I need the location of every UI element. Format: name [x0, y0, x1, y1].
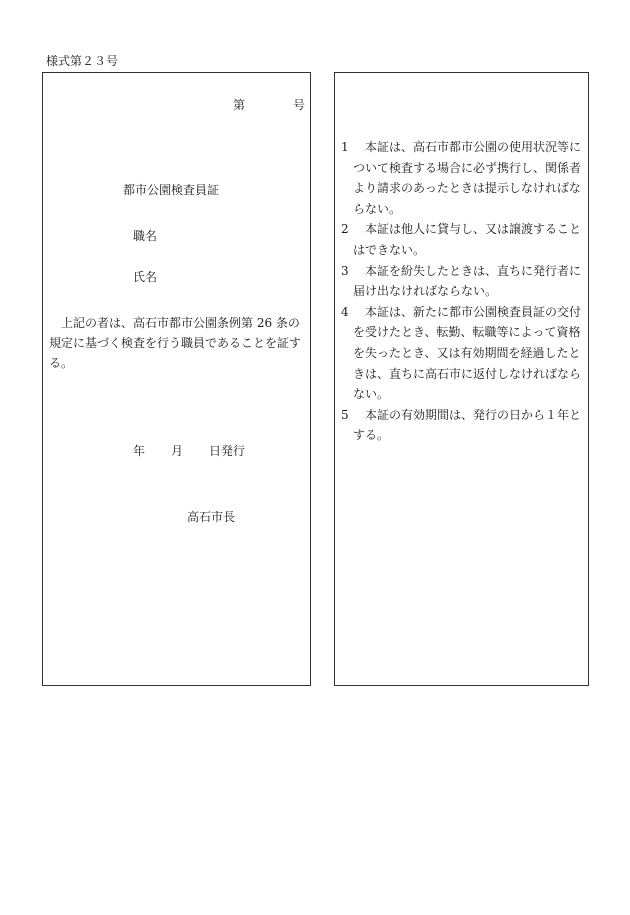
certification-text: 上記の者は、高石市都市公園条例第 26 条の規定に基づく検査を行う職員であることを証する。	[49, 316, 302, 370]
number-suffix: 号	[293, 98, 306, 112]
form-number: 様式第２３号	[46, 54, 119, 68]
rule-item	[341, 137, 589, 219]
issue-date-line	[133, 444, 245, 458]
rule-text: 本証の有効期間は、発行の日から１年とする。	[353, 407, 582, 443]
job-title-label: 職名	[133, 229, 158, 243]
number-prefix: 第	[233, 98, 246, 112]
rule-item	[341, 261, 589, 302]
card-front-panel	[42, 72, 311, 686]
rules-list	[341, 137, 589, 446]
card-title: 都市公園検査員証	[123, 183, 220, 197]
rule-item	[341, 405, 589, 446]
issue-day-label: 日発行	[209, 444, 246, 458]
name-label: 氏名	[133, 270, 158, 284]
rule-item	[341, 302, 589, 405]
rule-number: 3	[341, 263, 349, 278]
issuer-name: 高石市長	[187, 510, 236, 524]
card-back-panel	[334, 72, 589, 686]
rule-text: 本証は他人に貸与し、又は譲渡することはできない。	[353, 222, 582, 257]
rule-item	[341, 219, 589, 260]
issue-month-label: 月	[171, 444, 184, 458]
rule-text: 本証は、新たに都市公園検査員証の交付を受けたとき、転勤、転職等によって資格を失ったとき、又は有効期間を経過したときは、直ちに高石市に返付しなければならない。	[353, 304, 582, 402]
rule-text: 本証は、高石市都市公園の使用状況等について検査する場合に必ず携行し、関係者より請求のあったときは提示しなければならない。	[353, 140, 582, 216]
issue-year-label: 年	[133, 444, 146, 458]
rule-number: 2	[341, 222, 349, 237]
rule-number: 4	[341, 304, 349, 319]
rule-number: 5	[341, 407, 349, 422]
rule-text: 本証を紛失したときは、直ちに発行者に届け出なければならない。	[353, 263, 582, 299]
rule-number: 1	[341, 140, 349, 154]
